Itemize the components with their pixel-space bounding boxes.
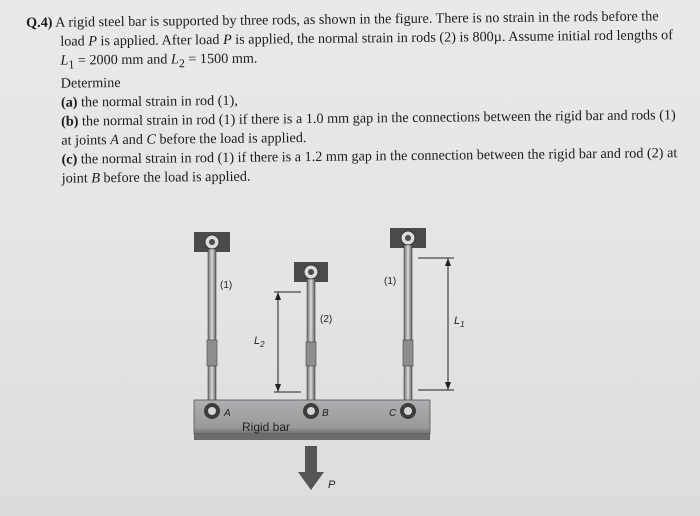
joint-c-label: C [389,408,397,419]
joint-a-pin [204,403,220,419]
dim-l2-label: $L_2$ [254,335,265,349]
problem-statement [26,7,678,189]
load-arrow-icon [298,446,324,490]
rod-left-label: (1) [220,280,233,291]
rod-middle-label: (2) [320,314,333,325]
joint-c-pin [400,403,416,419]
rod-system-figure [186,220,486,510]
rod-1-right [404,245,412,409]
part-a: (a) the normal strain in rod (1), [60,92,238,111]
question-number: Q.4) [26,14,53,31]
rod-1-left [208,249,216,409]
part-c: (c) the normal strain in rod (1) if there is a 1.2 mm gap in the connection between the rigid bar and rod (2) at joint B before the load is applied. [61,145,678,187]
joint-b-pin [303,403,319,419]
dimension-l1 [418,258,454,390]
rigid-bar-label: Rigid bar [242,420,291,434]
determine-line: Determine [60,74,121,92]
joint-a-label: A [224,408,231,419]
rod-right-label: (1) [384,276,397,287]
figure-svg [186,220,486,510]
joint-b-label: B [322,408,329,419]
load-label: P [328,479,336,491]
dim-l1-label: $L_1$ [454,315,465,329]
part-b: (b) the normal strain in rod (1) if there is a 1.0 mm gap in the connections between the rigid bar and rods (1) at joints A and C before the load is applied. [61,107,676,149]
problem-intro: Q.4) A rigid steel bar is supported by three rods, as shown in the figure. There is no strain in the rods before the load P is applied. After load P is applied, the normal strain in rods (2) is 800µ. Assume initial rod lengths of $L_1 = 2000$ mm and $L_2 = 1500$ mm. [26,8,673,72]
dimension-l2 [274,292,301,392]
